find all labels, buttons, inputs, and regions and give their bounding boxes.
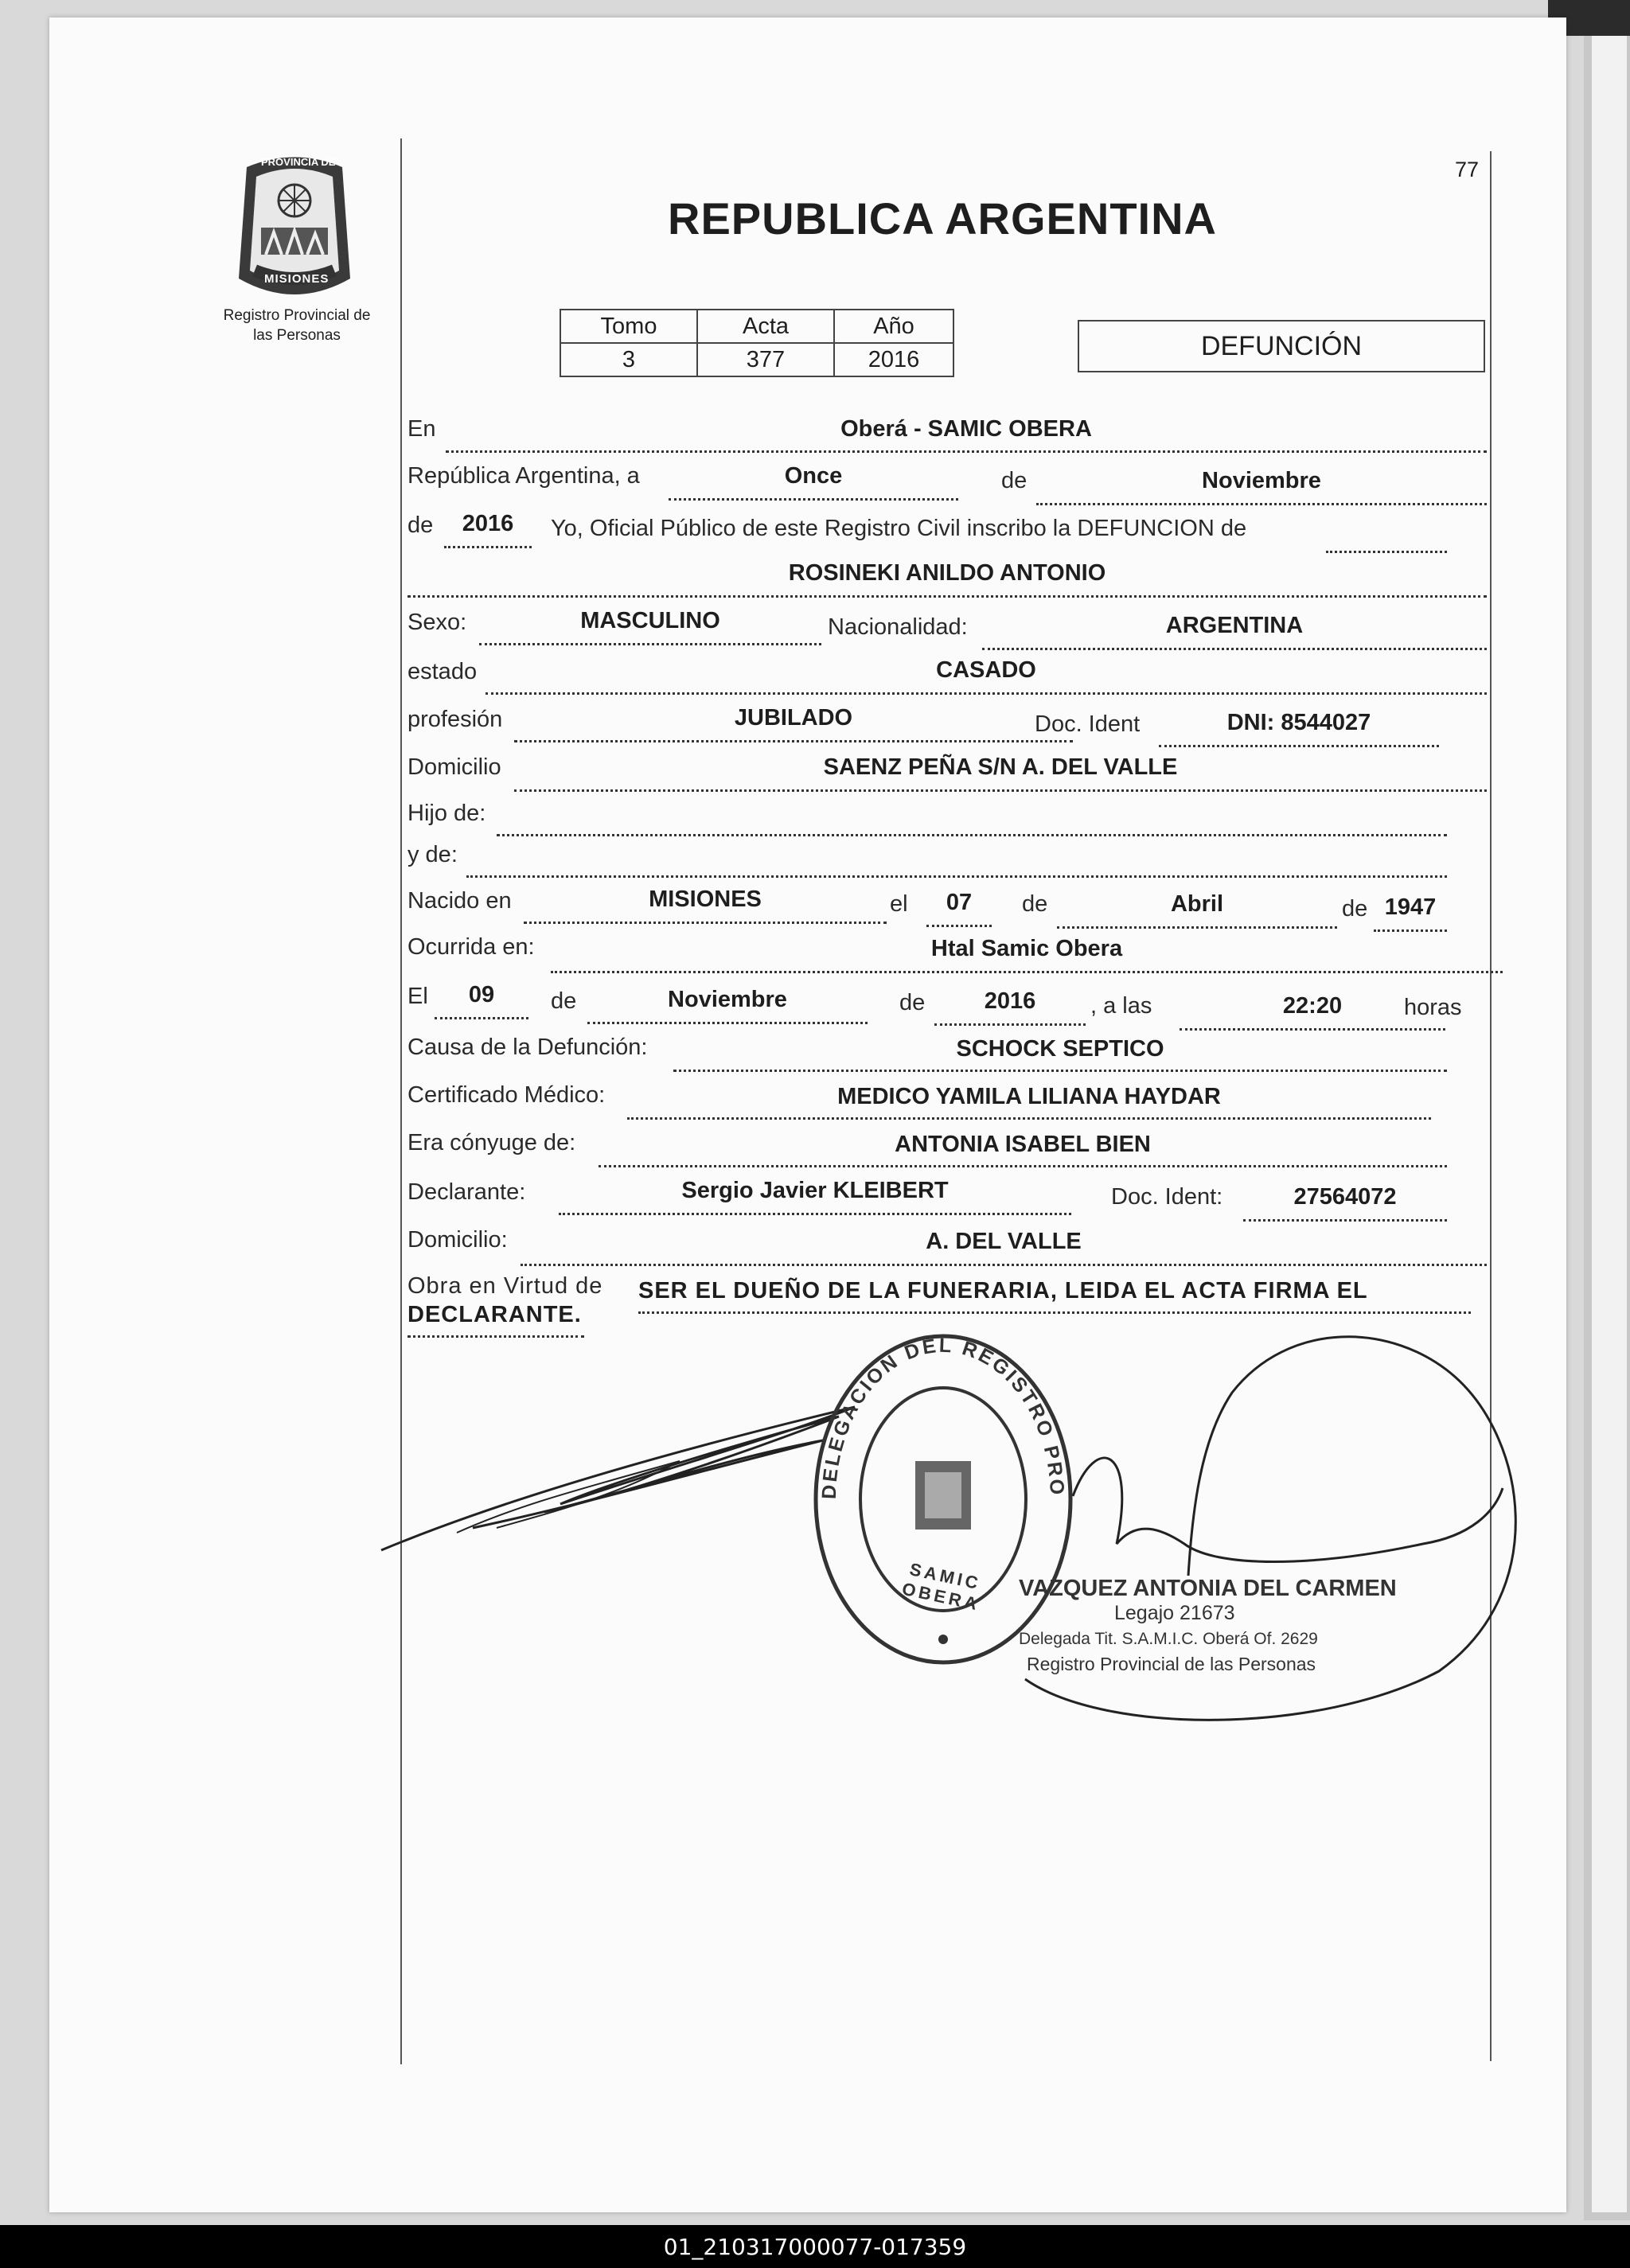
- doc-label: Doc. Ident: [1035, 711, 1141, 737]
- doc-value: DNI: 8544027: [1226, 710, 1371, 735]
- day-dots: [669, 498, 958, 501]
- ocurrida-dots: [551, 971, 1503, 973]
- doc-dots: [1159, 745, 1439, 747]
- official-block: [1019, 1576, 1464, 1675]
- page-number: 77: [1455, 158, 1480, 181]
- birth-day: 07: [946, 890, 973, 915]
- header-acta: Acta: [697, 310, 834, 343]
- alas-label: , a las: [1090, 993, 1152, 1019]
- nacido-value: MISIONES: [649, 887, 762, 912]
- official-legajo: Legajo 21673: [1114, 1602, 1235, 1624]
- conyuge-dots: [599, 1165, 1447, 1167]
- registry-label: [197, 306, 396, 345]
- nacionalidad-dots: [982, 648, 1487, 650]
- ocurrida-label: Ocurrida en:: [408, 934, 535, 960]
- yde-dots: [466, 875, 1447, 878]
- official-title: Delegada Tit. S.A.M.I.C. Oberá Of. 2629: [1019, 1630, 1318, 1648]
- obra-dots-2: [408, 1335, 584, 1338]
- death-year-dots: [934, 1023, 1086, 1026]
- value-anio: 2016: [834, 343, 953, 376]
- registry-line-2: las Personas: [253, 327, 341, 344]
- next-page-edge: [1592, 32, 1627, 2212]
- doc2-dots: [1243, 1219, 1447, 1222]
- footer-id-bar: [0, 2225, 1630, 2268]
- declarante-value: Sergio Javier KLEIBERT: [681, 1178, 949, 1203]
- doc2-label: Doc. Ident:: [1111, 1184, 1223, 1210]
- registry-line-1: Registro Provincial de: [223, 307, 371, 324]
- official-org: Registro Provincial de las Personas: [1027, 1654, 1316, 1674]
- nacionalidad-label: Nacionalidad:: [828, 614, 968, 640]
- declarante-dots: [559, 1213, 1071, 1215]
- province-emblem: [231, 151, 358, 307]
- domicilio-value: SAENZ PEÑA S/N A. DEL VALLE: [823, 754, 1178, 780]
- profesion-value: JUBILADO: [734, 705, 853, 731]
- backdrop: [1584, 0, 1630, 2220]
- yde-label: y de:: [408, 842, 458, 867]
- de-label-4: de: [1342, 896, 1368, 922]
- birth-month-dots: [1057, 926, 1337, 929]
- obra-value-line1: SER EL DUEÑO DE LA FUNERARIA, LEIDA EL ACTA FIRMA EL: [638, 1278, 1368, 1304]
- document-sheet: [49, 18, 1566, 2212]
- death-day-dots: [435, 1017, 528, 1019]
- death-time: 22:20: [1282, 993, 1343, 1019]
- domicilio-label: Domicilio: [408, 754, 501, 780]
- certificado-dots: [627, 1117, 1431, 1120]
- estado-dots: [485, 692, 1487, 695]
- de-label-1: de: [1001, 468, 1028, 493]
- domicilio2-dots: [521, 1264, 1487, 1266]
- domicilio2-label: Domicilio:: [408, 1227, 508, 1253]
- year-value: 2016: [462, 511, 514, 536]
- left-margin-line: [400, 138, 402, 2064]
- estado-label: estado: [408, 659, 478, 684]
- certificado-label: Certificado Médico:: [408, 1082, 606, 1108]
- stamp-round-text: DELEGACION DEL REGISTRO PRO: [817, 1334, 1069, 1500]
- record-table-header-row: [560, 310, 953, 343]
- birth-month: Abril: [1170, 891, 1224, 917]
- sexo-dots: [479, 643, 821, 645]
- footer-id: 01_210317000077-017359: [663, 2233, 967, 2260]
- header-tomo: Tomo: [560, 310, 697, 343]
- value-tomo: 3: [560, 343, 697, 376]
- de-label-6: de: [899, 990, 926, 1015]
- record-type: DEFUNCIÓN: [1200, 330, 1363, 361]
- de-label-3: de: [1022, 891, 1048, 917]
- declarante-label: Declarante:: [408, 1179, 526, 1205]
- nacido-dots: [524, 922, 887, 924]
- republica-label: República Argentina, a: [408, 463, 640, 489]
- death-month: Noviembre: [668, 987, 787, 1012]
- death-month-dots: [587, 1022, 868, 1024]
- month-value: Noviembre: [1202, 468, 1321, 493]
- month-dots: [1036, 503, 1487, 505]
- sexo-label: Sexo:: [408, 610, 467, 635]
- profesion-dots: [514, 740, 1073, 742]
- de-label-2: de: [408, 512, 434, 538]
- emblem-bottom-text: MISIONES: [264, 272, 330, 286]
- death-year: 2016: [984, 988, 1036, 1014]
- ocurrida-value: Htal Samic Obera: [930, 936, 1123, 961]
- el-label-2: El: [408, 984, 428, 1009]
- name-dots: [408, 595, 1487, 598]
- right-margin-line: [1490, 151, 1492, 2061]
- stamp-inner-text: SAMIC OBERA: [900, 1559, 983, 1615]
- en-value: Oberá - SAMIC OBERA: [840, 416, 1092, 442]
- horas-label: horas: [1404, 995, 1462, 1020]
- en-dots: [446, 450, 1487, 453]
- domicilio2-value: A. DEL VALLE: [926, 1229, 1082, 1254]
- el-label: el: [890, 891, 908, 917]
- doc2-value: 27564072: [1293, 1184, 1397, 1210]
- birth-year-dots: [1374, 929, 1447, 932]
- official-name: VAZQUEZ ANTONIA DEL CARMEN: [1019, 1576, 1397, 1601]
- obra-label: Obra en Virtud de: [408, 1273, 603, 1299]
- death-time-dots: [1180, 1028, 1445, 1031]
- day-value: Once: [784, 463, 843, 489]
- causa-label: Causa de la Defunción:: [408, 1035, 648, 1060]
- emblem-top-text: PROVINCIA DE: [261, 156, 336, 168]
- deceased-name: ROSINEKI ANILDO ANTONIO: [788, 560, 1106, 586]
- inscribo-dots: [1326, 551, 1447, 553]
- record-type-box: [1078, 320, 1485, 372]
- value-acta: 377: [697, 343, 834, 376]
- page-title: REPUBLICA ARGENTINA: [668, 193, 1217, 244]
- death-day: 09: [468, 982, 495, 1007]
- year-dots: [444, 546, 532, 548]
- conyuge-label: Era cónyuge de:: [408, 1130, 576, 1155]
- hijo-label: Hijo de:: [408, 801, 486, 826]
- causa-value: SCHOCK SEPTICO: [956, 1036, 1164, 1062]
- record-table: [560, 309, 954, 377]
- en-label: En: [408, 416, 436, 442]
- birth-day-dots: [926, 925, 992, 927]
- inscribo-text: Yo, Oficial Público de este Registro Civil inscribo la DEFUNCION de: [551, 516, 1247, 541]
- nacionalidad-value: ARGENTINA: [1165, 613, 1304, 638]
- de-label-5: de: [551, 988, 577, 1014]
- conyuge-value: ANTONIA ISABEL BIEN: [895, 1132, 1151, 1157]
- birth-year: 1947: [1384, 894, 1437, 920]
- header-anio: Año: [834, 310, 953, 343]
- causa-dots: [673, 1070, 1447, 1072]
- nacido-label: Nacido en: [408, 888, 512, 914]
- domicilio-dots: [514, 789, 1487, 792]
- record-table-value-row: [560, 343, 953, 376]
- obra-value-line2: DECLARANTE.: [408, 1302, 582, 1327]
- estado-value: CASADO: [936, 657, 1036, 683]
- sexo-value: MASCULINO: [580, 608, 720, 633]
- certificado-value: MEDICO YAMILA LILIANA HAYDAR: [837, 1084, 1221, 1109]
- declarant-signature: [377, 1385, 871, 1560]
- profesion-label: profesión: [408, 707, 503, 732]
- hijo-dots: [497, 834, 1447, 836]
